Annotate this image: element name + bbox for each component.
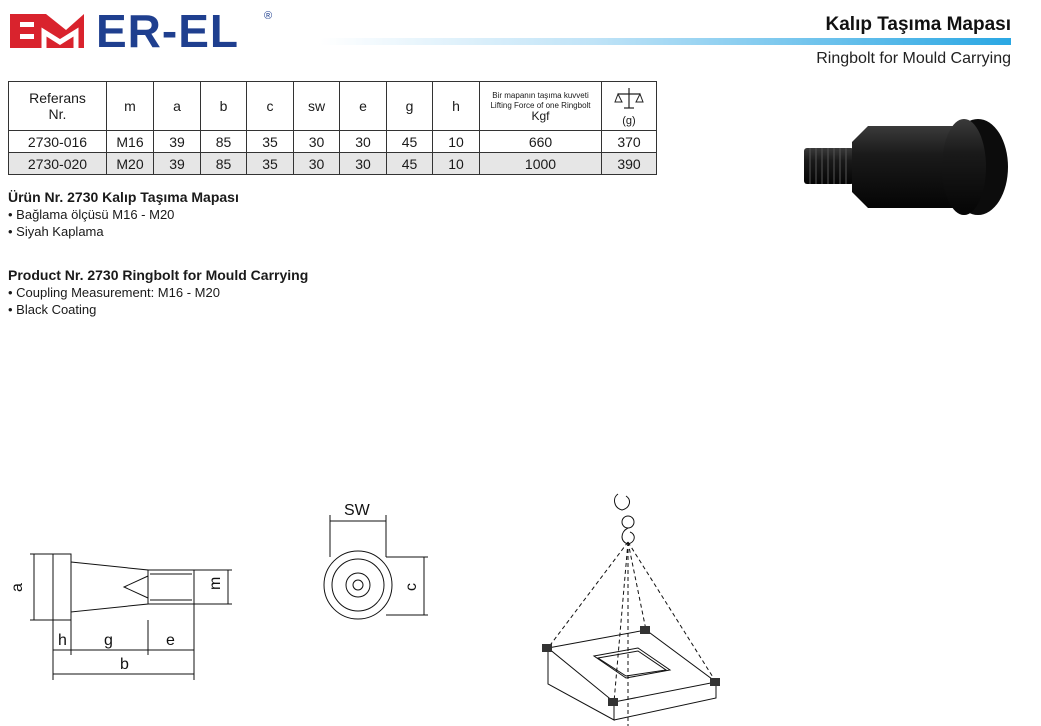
weight-unit: (g): [622, 114, 636, 127]
cell-m: M16: [107, 131, 154, 153]
cell-a: 39: [154, 153, 201, 175]
cell-h: 10: [433, 153, 480, 175]
cell-g: 45: [387, 153, 433, 175]
cell-c: 35: [247, 153, 294, 175]
cell-sw: 30: [294, 153, 340, 175]
force-unit: Kgf: [531, 109, 550, 123]
dim-label-b: b: [120, 656, 129, 673]
header-c: c: [247, 82, 294, 131]
description-tr-line: • Bağlama ölçüsü M16 - M20: [8, 207, 175, 222]
description-en-title: Product Nr. 2730 Ringbolt for Mould Carrying: [8, 267, 309, 283]
ringbolt-photo: [798, 110, 1018, 220]
page-title-en: Ringbolt for Mould Carrying: [816, 50, 1011, 67]
description-en-line: • Coupling Measurement: M16 - M20: [8, 285, 220, 300]
header-b: b: [201, 82, 247, 131]
cell-force: 1000: [480, 153, 602, 175]
cell-weight: 370: [602, 131, 657, 153]
dim-label-h: h: [58, 632, 67, 649]
force-label-tr: Bir mapanın taşıma kuvveti: [492, 91, 589, 100]
header-g: g: [387, 82, 433, 131]
description-tr-title: Ürün Nr. 2730 Kalıp Taşıma Mapası: [8, 189, 239, 205]
description-tr-line: • Siyah Kaplama: [8, 224, 104, 239]
table-row: [9, 131, 657, 153]
cell-b: 85: [201, 153, 247, 175]
table-header-row: [9, 82, 657, 131]
cell-sw: 30: [294, 131, 340, 153]
header-lifting-force: [480, 82, 602, 131]
brand-name: ER-EL: [96, 5, 239, 57]
cell-a: 39: [154, 131, 201, 153]
cell-ref: 2730-016: [9, 131, 107, 153]
dim-label-e: e: [166, 632, 175, 649]
description-tr: [8, 189, 239, 239]
header-accent-bar: [320, 38, 1011, 45]
cell-e: 30: [340, 153, 387, 175]
cell-h: 10: [433, 131, 480, 153]
description-en-line: • Black Coating: [8, 302, 97, 317]
header-e: e: [340, 82, 387, 131]
cell-b: 85: [201, 131, 247, 153]
page-title-tr: Kalıp Taşıma Mapası: [825, 14, 1011, 35]
cell-e: 30: [340, 131, 387, 153]
header-ref: [9, 82, 107, 131]
dim-label-g: g: [104, 632, 113, 649]
header-ref-line2: Nr.: [48, 106, 67, 122]
header-m: m: [107, 82, 154, 131]
scale-icon: [614, 86, 644, 112]
header-weight: [602, 82, 657, 131]
dim-label-m: m: [207, 576, 224, 590]
brand-logo: [8, 5, 278, 57]
side-view-drawing: [0, 540, 250, 690]
table-row: [9, 153, 657, 175]
registered-mark: ®: [264, 10, 273, 22]
force-label-en: Lifting Force of one Ringbolt: [490, 101, 591, 110]
header-ref-line1: Referans: [29, 90, 86, 106]
cell-m: M20: [107, 153, 154, 175]
dim-label-c: c: [403, 583, 420, 591]
description-en: [8, 267, 308, 317]
cell-ref: 2730-020: [9, 153, 107, 175]
front-view-drawing: [300, 495, 450, 635]
lifting-illustration: [520, 488, 760, 726]
cell-force: 660: [480, 131, 602, 153]
header-sw: sw: [294, 82, 340, 131]
emblem-icon: [8, 8, 88, 52]
dim-label-sw: SW: [344, 502, 370, 519]
cell-weight: 390: [602, 153, 657, 175]
header-a: a: [154, 82, 201, 131]
cell-g: 45: [387, 131, 433, 153]
header-h: h: [433, 82, 480, 131]
cell-c: 35: [247, 131, 294, 153]
spec-table: [8, 81, 657, 175]
dim-label-a: a: [9, 583, 26, 592]
